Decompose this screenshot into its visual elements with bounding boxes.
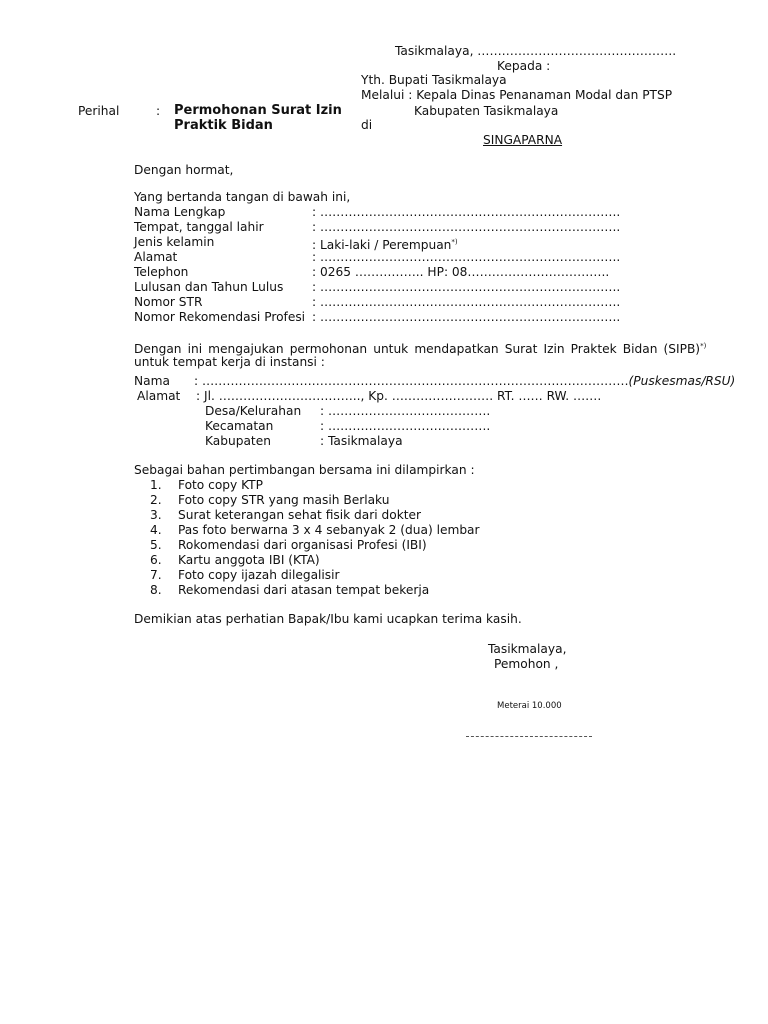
list-item-text: Foto copy STR yang masih Berlaku [178, 493, 390, 507]
list-item-text: Surat keterangan sehat fisik dari dokter [178, 508, 422, 522]
perihal-colon: : [156, 104, 161, 118]
kabupaten-label: Kabupaten [205, 434, 271, 448]
inst-alamat-label: Alamat [137, 389, 181, 403]
field-value-nama: : ……………………………………………………………….. [312, 205, 621, 219]
via-line: Melalui : Kepala Dinas Penanaman Modal dan PTSP [361, 88, 673, 102]
attachments-intro: Sebagai bahan pertimbangan bersama ini dilampirkan : [134, 463, 475, 477]
list-item-number: 6. [150, 553, 162, 567]
list-item-number: 8. [150, 583, 162, 597]
list-item [150, 583, 480, 598]
field-value-telephon: : 0265 …………….. HP: 08…………………………….. [312, 265, 610, 279]
field-label-alamat: Alamat [134, 250, 178, 264]
list-item-number: 3. [150, 508, 162, 522]
request-footnote-mark: *) [700, 342, 707, 350]
gender-footnote-mark: *) [451, 238, 458, 246]
field-label-nama: Nama Lengkap [134, 205, 226, 219]
desa-label: Desa/Kelurahan [205, 404, 302, 418]
kabupaten-value: : Tasikmalaya [320, 434, 403, 448]
perihal-subject-2: Praktik Bidan [174, 118, 273, 133]
list-item [150, 478, 480, 493]
field-value-ttl: : ……………………………………………………………….. [312, 220, 621, 234]
perihal-label: Perihal [78, 104, 120, 118]
field-value-rekomendasi: : ……………………………………………………………….. [312, 310, 621, 324]
recipient-line: Yth. Bupati Tasikmalaya [361, 73, 507, 87]
list-item-text: Kartu anggota IBI (KTA) [178, 553, 320, 567]
kepada-label: Kepada : [497, 59, 551, 73]
list-item [150, 568, 480, 583]
list-item [150, 508, 480, 523]
list-item [150, 553, 480, 568]
stamp-label: Meterai 10.000 [497, 701, 562, 711]
desa-value: : …………………………………. [320, 404, 491, 418]
field-value-lulusan: : ……………………………………………………………….. [312, 280, 621, 294]
perihal-subject-1: Permohonan Surat Izin [174, 103, 342, 118]
list-item-text: Pas foto berwarna 3 x 4 sebanyak 2 (dua) lembar [178, 523, 480, 537]
list-item [150, 538, 480, 553]
signature-role: Pemohon , [494, 657, 559, 671]
signature-line [466, 736, 592, 737]
list-item-number: 5. [150, 538, 162, 552]
signature-place: Tasikmalaya, [488, 642, 567, 656]
inst-nama-suffix: (Puskesmas/RSU) [628, 374, 736, 388]
intro-line: Yang bertanda tangan di bawah ini, [134, 190, 351, 204]
closing-line: Demikian atas perhatian Bapak/Ibu kami ucapkan terima kasih. [134, 612, 522, 626]
city-line: SINGAPARNA [483, 133, 563, 147]
place-date: Tasikmalaya, …………………………………………. [395, 44, 677, 58]
greeting: Dengan hormat, [134, 163, 234, 177]
list-item-text: Rekomendasi dari atasan tempat bekerja [178, 583, 430, 597]
list-item-number: 2. [150, 493, 162, 507]
list-item-text: Foto copy KTP [178, 478, 263, 492]
field-label-lulusan: Lulusan dan Tahun Lulus [134, 280, 284, 294]
list-item [150, 493, 480, 508]
list-item-text: Foto copy ijazah dilegalisir [178, 568, 340, 582]
gender-value: : Laki-laki / Perempuan [312, 238, 452, 252]
field-label-ttl: Tempat, tanggal lahir [134, 220, 264, 234]
field-label-telephon: Telephon [134, 265, 189, 279]
request-text: Dengan ini mengajukan permohonan untuk mendapatkan Surat Izin Praktek Bidan (SIPB) [134, 342, 701, 356]
field-value-alamat: : ……………………………………………………………….. [312, 250, 621, 264]
kecamatan-value: : …………………………………. [320, 419, 491, 433]
di-line: di [361, 118, 373, 132]
request-line-2: untuk tempat kerja di instansi : [134, 355, 325, 369]
list-item-number: 1. [150, 478, 162, 492]
field-label-gender: Jenis kelamin [134, 235, 215, 249]
list-item-number: 7. [150, 568, 162, 582]
field-label-str: Nomor STR [134, 295, 203, 309]
kabupaten-line: Kabupaten Tasikmalaya [414, 104, 559, 118]
list-item-text: Rokomendasi dari organisasi Profesi (IBI) [178, 538, 427, 552]
field-value-str: : ……………………………………………………………….. [312, 295, 621, 309]
kecamatan-label: Kecamatan [205, 419, 274, 433]
attachments-list [150, 478, 480, 598]
inst-nama-label: Nama [134, 374, 170, 388]
list-item-number: 4. [150, 523, 162, 537]
inst-alamat-value: : Jl. …………………………….., Kp. ……………………. RT. …… RW. ……. [196, 389, 602, 403]
field-label-rekomendasi: Nomor Rekomendasi Profesi [134, 310, 306, 324]
inst-nama-dots: : …………………………………………………………………………………………… [194, 374, 629, 388]
list-item [150, 523, 480, 538]
inst-nama-value [194, 374, 735, 389]
